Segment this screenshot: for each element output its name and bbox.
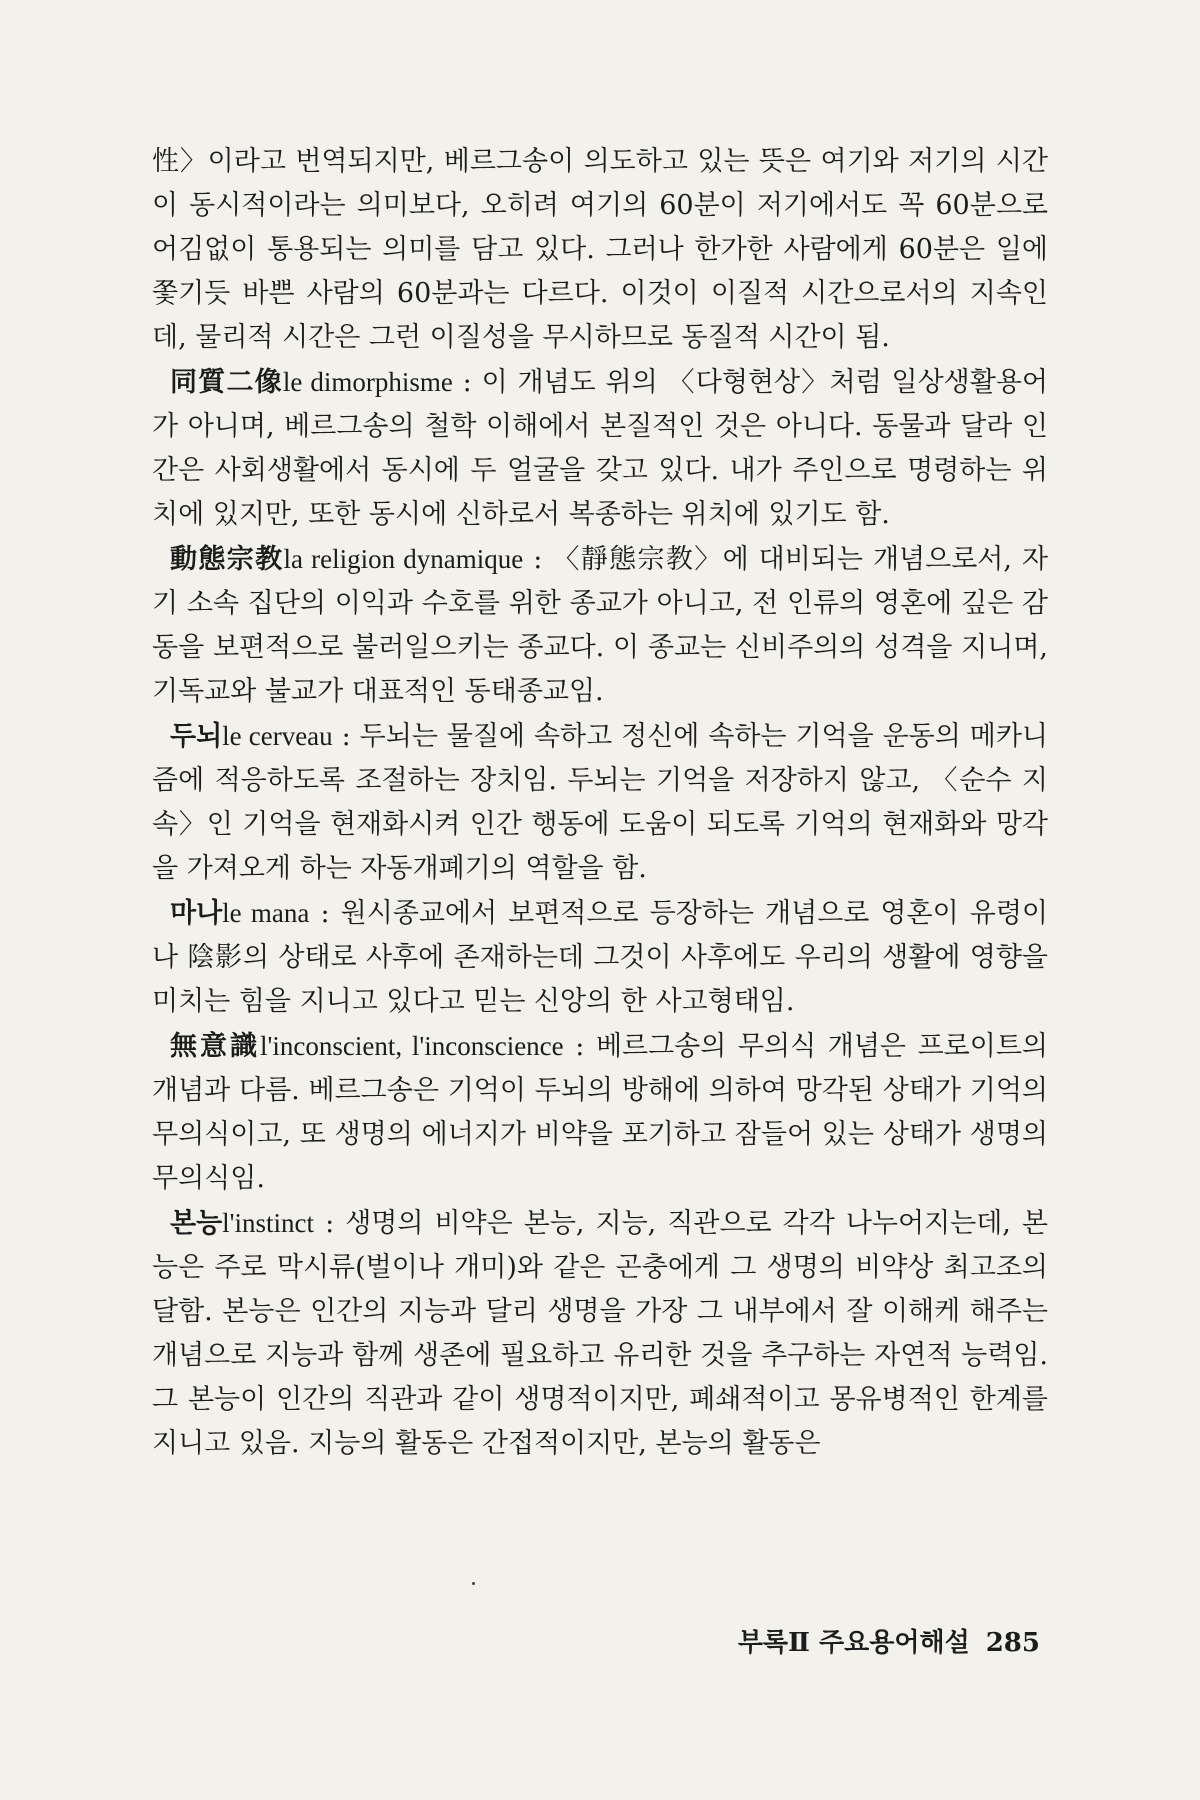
entry-term: 同質二像 (170, 367, 283, 398)
entry-original-term: le dimorphisme (282, 367, 453, 397)
entry-term: 마나 (170, 898, 223, 929)
entry-separator: : (314, 1208, 346, 1239)
page-footer (0, 1622, 1040, 1659)
entry-term: 두뇌 (170, 721, 223, 752)
glossary-entry-cerveau (152, 714, 1048, 891)
entry-separator: : (332, 721, 360, 752)
glossary-entry-inconscient (152, 1024, 1048, 1201)
entry-term: 無意識 (170, 1031, 261, 1062)
entry-separator: : (452, 367, 482, 398)
entry-original-term: l'inconscient, l'inconscience (260, 1031, 564, 1061)
entry-separator: : (563, 1031, 596, 1062)
glossary-entry-instinct (152, 1201, 1048, 1466)
entry-definition: 베르그송의 무의식 개념은 프로이트의 개념과 다름. 베르그송은 기억이 두뇌의 방해에 의하여 망각된 상태가 기억의 무의식이고, 또 생명의 에너지가 비약을 포기하고 잠들어 있는 상태가 생명의 무의식임. (152, 1031, 1049, 1194)
intro-paragraph: 性〉이라고 번역되지만, 베르그송이 의도하고 있는 뜻은 여기와 저기의 시간이 동시적이라는 의미보다, 오히려 여기의 60분이 저기에서도 꼭 60분으로 어김없이 통용되는 의미를 담고 있다. 그러나 한가한 사람에게 60분은 일에 쫓기듯 바쁜 사람의 60분과는 다르다. 이것이 이질적 시간으로서의 지속인데, 물리적 시간은 그런 이질성을 무시하므로 동질적 시간이 됨. (152, 146, 1048, 353)
entry-term: 動態宗教 (170, 544, 284, 575)
entry-separator: : (309, 898, 341, 929)
glossary-entry-dimorphisme (152, 360, 1048, 537)
entry-original-term: le mana (222, 898, 310, 928)
entry-definition: 〈靜態宗教〉에 대비되는 개념으로서, 자기 소속 집단의 이익과 수호를 위한 종교가 아니고, 전 인류의 영혼에 깊은 감동을 보편적으로 불러일으키는 종교다. 이 종교는 신비주의의 성격을 지니며, 기독교와 불교가 대표적인 동태종교임. (152, 544, 1049, 707)
entry-original-term: le cerveau (222, 721, 333, 751)
print-speck (472, 1582, 475, 1585)
running-footer-section: 부록Ⅱ 주요용어해설 (737, 1628, 970, 1658)
entry-original-term: la religion dynamique (283, 544, 524, 574)
entry-definition: 원시종교에서 보편적으로 등장하는 개념으로 영혼이 유령이나 陰影의 상태로 사후에 존재하는데 그것이 사후에도 우리의 생활에 영향을 미치는 힘을 지니고 있다고 믿는 신앙의 한 사고형태임. (152, 898, 1048, 1017)
page-number: 285 (985, 1628, 1040, 1658)
entry-definition: 이 개념도 위의 〈다형현상〉처럼 일상생활용어가 아니며, 베르그송의 철학 이해에서 본질적인 것은 아니다. 동물과 달라 인간은 사회생활에서 동시에 두 얼굴을 갖고 있다. 내가 주인으로 명령하는 위치에 있지만, 또한 동시에 신하로서 복종하는 위치에 있기도 함. (152, 367, 1048, 530)
body-text (152, 140, 1048, 1466)
glossary-entry-religion-dynamique (152, 537, 1048, 714)
entry-definition: 생명의 비약은 본능, 지능, 직관으로 각각 나누어지는데, 본능은 주로 막시류(벌이나 개미)와 같은 곤충에게 그 생명의 비약상 최고조의 달함. 본능은 인간의 지능과 달리 생명을 가장 그 내부에서 잘 이해케 해주는 개념으로 지능과 함께 생존에 필요하고 유리한 것을 추구하는 자연적 능력임. 그 본능이 인간의 직관과 같이 생명적이지만, 폐쇄적이고 몽유병적인 한계를 지니고 있음. 지능의 활동은 간접적이지만, 본능의 활동은 (152, 1208, 1049, 1459)
entry-definition: 두뇌는 물질에 속하고 정신에 속하는 기억을 운동의 메카니즘에 적응하도록 조절하는 장치임. 두뇌는 기억을 저장하지 않고, 〈순수 지속〉인 기억을 현재화시켜 인간 행동에 도움이 되도록 기억의 현재화와 망각을 가져오게 하는 자동개폐기의 역할을 함. (152, 721, 1048, 884)
entry-original-term: l'instinct (222, 1208, 315, 1238)
glossary-entry-mana (152, 891, 1048, 1024)
entry-term: 본능 (170, 1208, 223, 1239)
entry-separator: : (523, 544, 553, 575)
